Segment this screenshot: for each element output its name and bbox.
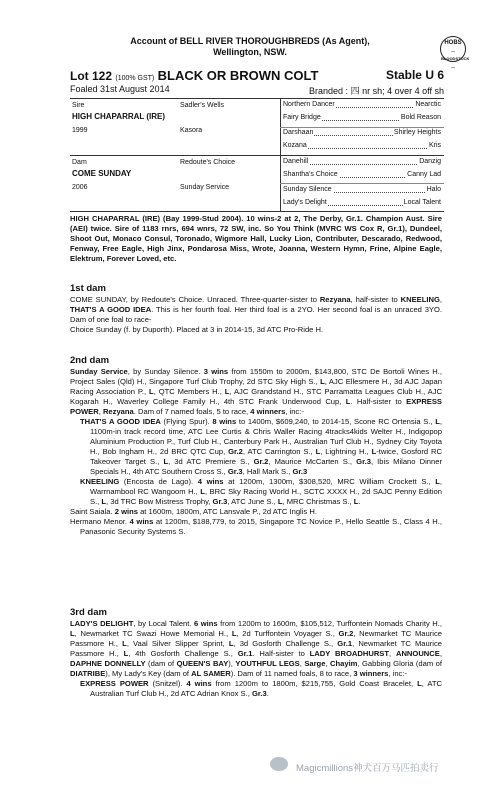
third-dam-section: [70, 607, 442, 699]
first-dam-foal: Choice Sunday (f. by Duporth). Placed at 3 in 2014-15, 3d ATC Pro-Ride H.: [70, 325, 324, 334]
third-dam-heading: 3rd dam: [70, 607, 107, 618]
dam-name: COME SUNDAY: [72, 169, 132, 178]
dam-sire: Redoute's Choice: [180, 159, 236, 166]
progeny-kneeling: KNEELING (Encosta de Lago). 4 wins at 1200m, 1300m, $308,520, MRC William Crockett S., L, Warrnambool RC Wangoom H., L, BRC Sky Racing World H., SCTC XXXX H., 2d SAJC Penny Edition S., L, 3d TRC Bow Mistress Trophy, Gr.3, ATC June S., L, MRC Christmas S., L.: [80, 477, 443, 506]
ancestor-row: Shantha's Choice Canny Lad: [283, 171, 441, 178]
ancestor-row: Fairy Bridge Bold Reason: [283, 114, 441, 121]
ancestor-row: Lady's Delight Local Talent: [283, 199, 441, 206]
vendor-location: Wellington, NSW.: [213, 47, 287, 57]
ancestor-row: Danehill Danzig: [283, 158, 441, 165]
second-dam-section: [70, 355, 442, 537]
sire-dam: Kasora: [180, 127, 203, 134]
hobs-logo: [440, 36, 470, 69]
lot-heading: [70, 68, 444, 83]
dam-dam: Sunday Service: [180, 184, 230, 191]
vendor-account: [0, 36, 500, 58]
sire-summary: HIGH CHAPARRAL (IRE) (Bay 1999-Stud 2004). 10 wins-2 at 2, The Derby, Gr.1. Champion Aust. Sire (AEI) twice. Sire of 1183 rnrs, 694 wnrs, 72 SW, inc. So You Think (MVRC WS Cox R, Gr.1), Dundeel, Shoot Out, Monaco Consul, Toronado, Wigmore Hall, Lucky Lion, Contributer, Descarado, Redwood, Fenway, Free Eagle, High Jinx, Pondarosa Miss, Wrote, Joanna, Western Hymn, Frine, Alpine Eagle, Elektrum, Forever Loved, etc.: [70, 214, 442, 263]
second-dam-heading: 2nd dam: [70, 355, 110, 366]
logo-subtext: — BLOODSTOCK —: [441, 48, 470, 69]
lot-number: Lot 122: [70, 69, 113, 83]
lot-title: BLACK OR BROWN COLT: [157, 68, 319, 83]
stable-number: Stable U 6: [385, 68, 444, 82]
progeny-thats-a-good-idea: THAT'S A GOOD IDEA (Flying Spur). 8 wins to 1400m, $609,240, to 2014-15, Scone RC Ortensia S., L, 1100m-in track record time, ATC Lee Curtis & Chris Waller Racing 4tracks4kids Welter H., Indigopop Aluminium Production P., Turf Club H., Canterbury Park H., Australian Turf Club H., Sydney City Toyota H., Bob Ingham H., 2d BRC QTC Cup, Gr.2, ATC Carrington S., L, Lightning H., L-twice, Gosford RC Takeover Target S., L, 3d ATC Premiere S., Gr.2, Maurice McCarten S., Gr.3, Ibis Milano Dinner Specials H., 4th ATC Southern Cross S., Gr.3, Hall Mark S., Gr.3: [80, 417, 443, 476]
sire-year: 1999: [72, 127, 88, 134]
first-dam-text: COME SUNDAY, by Redoute's Choice. Unraced. Three-quarter-sister to Rezyana, half-sister to KNEELING, THAT'S A GOOD IDEA. This is her fourth foal. Her third foal is a 2YO. Her second foal is an unraced 3YO. Dam of one foal to race-: [70, 295, 443, 324]
sire-label: Sire: [72, 102, 85, 109]
sire-name: HIGH CHAPARRAL (IRE): [72, 112, 166, 121]
first-dam-heading: 1st dam: [70, 283, 106, 294]
vendor-name: Account of BELL RIVER THOROUGHBREDS (As Agent),: [130, 36, 370, 46]
foaled-line: [70, 84, 444, 94]
watermark: Magicmillions神犬百万马匹拍卖行: [296, 763, 439, 774]
third-dam-text: LADY'S DELIGHT, by Local Talent. 6 wins from 1200m to 1600m, $105,512, Turffontein Nomads Charity H., L, Newmarket TC Swazi Howe Memorial H., L, 2d Turffontein Voyager S., Gr.2, Newmarket TC Maurice Passmore H., L, Vaal Silver Slipper Sprint, L, 3d Gosforth Challenge S., Gr.1, Newmarket TC Maurice Passmore H., L, 4th Gosforth Challenge S., Gr.1. Half-sister to LADY BROADHURST, ANNOUNCE, DAPHNE DONNELLY (dam of QUEEN'S BAY), YOUTHFUL LEGS, Sarge, Chayim, Gabbing Gloria (dam of DIATRIBE), My Lady's Key (dam of AL SAMER). Dam of 11 named foals, 8 to race, 3 winners, inc:-: [70, 619, 442, 678]
pedigree-table: [70, 98, 444, 212]
progeny-express-power: EXPRESS POWER (Snitzel). 4 wins from 1200m to 1800m, $215,755, Gold Coast Bracelet, L, ATC Australian Turf Club H., 2d ATC Adrian Knox S., Gr.3.: [80, 679, 442, 698]
wechat-icon: [270, 757, 288, 771]
branded-label: Branded :: [309, 86, 349, 96]
brand-text: nr sh; 4 over 4 off sh: [362, 86, 444, 96]
ancestor-row: Darshaan Shirley Heights: [283, 129, 441, 136]
progeny-hermano-menor: Hermano Menor. 4 wins at 1200m, $188,779, to 2015, Singapore TC Novice P., Hello Seattle S., Class 4 H., Panasonic Security Systems S.: [70, 517, 442, 536]
dam-year: 2006: [72, 184, 88, 191]
gst-note: (100% GST): [115, 75, 155, 82]
ancestor-row: Sunday Silence Halo: [283, 186, 441, 193]
sire-sire: Sadler's Wells: [180, 102, 224, 109]
foaled-date: Foaled 31st August 2014: [70, 84, 170, 94]
progeny-saint-saiala: Saint Saiala. 2 wins at 1600m, 1800m, ATC Lansvale P., 2d ATC Inglis H.: [70, 507, 317, 516]
dam-label: Dam: [72, 159, 87, 166]
second-dam-text: Sunday Service, by Sunday Silence. 3 wins from 1550m to 2000m, $143,800, STC De Bortoli Wines H., Project Sales (Qld) H., Singapore Turf Club Trophy, 2d STC Sky High S., L, AJC Ellesmere H., 3d AJC Japan Racing Association P., L, QTC Members H., L, AJC Grandstand H., STC Parramatta Leagues Club H., AJC Kogarah H., Waverley College Family H., 4th STC Frank Underwood Cup, L. Half-sister to EXPRESS POWER, Rezyana. Dam of 7 named foals, 5 to race, 4 winners, inc:-: [70, 367, 443, 416]
ancestor-row: Northern Dancer Nearctic: [283, 101, 441, 108]
ancestor-row: Kozana Kris: [283, 142, 441, 149]
brand-mark: 四: [350, 86, 360, 96]
logo-text: HOBS: [444, 40, 462, 46]
first-dam-section: [70, 283, 442, 335]
branded-info: [309, 84, 444, 97]
